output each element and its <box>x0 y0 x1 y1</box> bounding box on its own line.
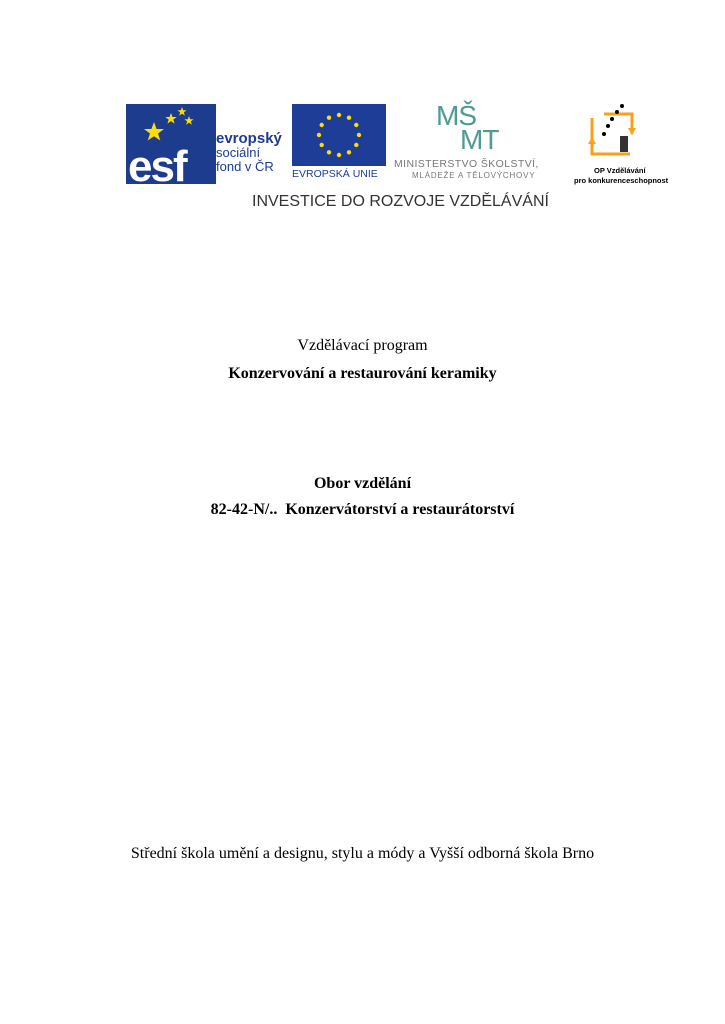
eu-flag-icon <box>292 104 386 166</box>
op-line1: OP Vzdělávání <box>594 166 646 175</box>
msmt-line2: MLÁDEŽE A TĚLOVÝCHOVY <box>412 171 536 180</box>
esf-line1: evropský <box>216 130 282 147</box>
esf-mark-icon <box>126 104 216 184</box>
eu-logo <box>292 104 388 184</box>
program-label: Vzdělávací program <box>297 337 428 354</box>
field-code-name: 82-42-N/.. Konzervátorství a restaurátorství <box>210 501 515 518</box>
msmt-logo <box>394 100 558 184</box>
op-line2: pro konkurenceschopnost <box>574 176 669 185</box>
msmt-mark-icon: MŠ MT <box>436 100 499 155</box>
esf-logo <box>126 104 286 184</box>
svg-text:esf: esf <box>128 142 186 184</box>
header-logos <box>126 100 669 186</box>
field-label: Obor vzdělání <box>313 475 412 492</box>
school-name: Střední škola umění a designu, stylu a módy a Vyšší odborná škola Brno <box>130 845 595 862</box>
esf-line2: sociální <box>216 145 261 160</box>
op-logo <box>574 104 670 186</box>
esf-line3: fond v ČR <box>216 159 274 174</box>
op-mark-icon <box>584 104 642 162</box>
program-name: Konzervování a restaurování keramiky <box>228 365 497 382</box>
msmt-line1: MINISTERSTVO ŠKOLSTVÍ, <box>394 158 539 170</box>
eu-label: EVROPSKÁ UNIE <box>292 168 378 180</box>
slogan: INVESTICE DO ROZVOJE VZDĚLÁVÁNÍ <box>252 193 549 210</box>
